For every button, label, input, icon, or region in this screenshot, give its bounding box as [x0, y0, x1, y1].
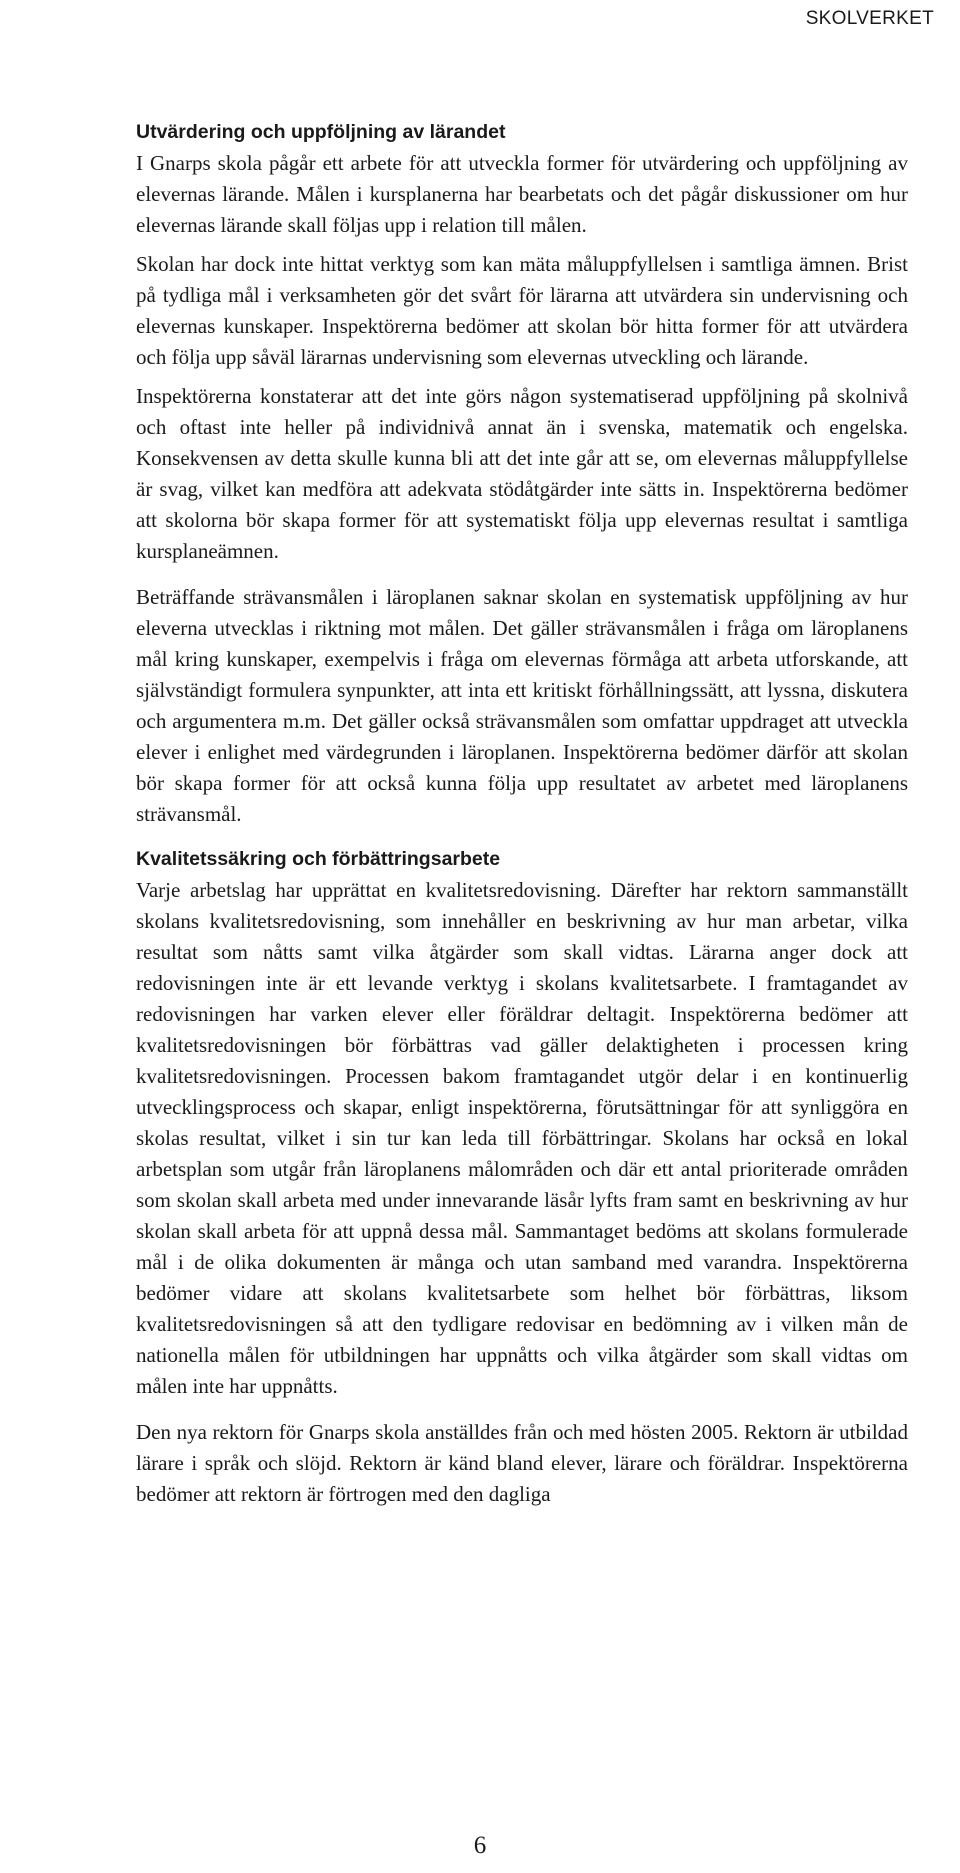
paragraph: Inspektörerna konstaterar att det inte görs någon systematiserad uppföljning på skolnivå och oftast inte heller på individnivå annat än i svenska, matematik och engelska. Konsekvensen av detta skulle kunna bli att det inte går att se, om elevernas måluppfyllelse är svag, vilket kan medföra att adekvata stödåtgärder inte sätts in. Inspektörerna bedömer att skolorna bör skapa former för att systematiskt följa upp elevernas resultat i samtliga kursplaneämnen. — [136, 384, 908, 563]
paragraph: I Gnarps skola pågår ett arbete för att utveckla former för utvärdering och uppföljning av elevernas lärande. Målen i kursplanerna har bearbetats och det pågår diskussioner om hur elevernas lärande skall följas upp i relation till målen. — [136, 151, 908, 237]
section-heading-quality: Kvalitetssäkring och förbättringsarbete — [136, 848, 501, 870]
section-heading-evaluation: Utvärdering och uppföljning av lärandet — [136, 121, 506, 143]
paragraph: Den nya rektorn för Gnarps skola anställdes från och med hösten 2005. Rektorn är utbildad lärare i språk och slöjd. Rektorn är känd bland elever, lärare och föräldrar. Inspektörerna bedömer att rektorn är förtrogen med den dagliga — [136, 1420, 908, 1506]
paragraph: Beträffande strävansmålen i läroplanen saknar skolan en systematisk uppföljning av hur eleverna utvecklas i riktning mot målen. Det gäller strävansmålen i fråga om läroplanens mål kring kunskaper, exempelvis i fråga om elevernas förmåga att arbeta utforskande, att självständigt formulera synpunkter, att inta ett kritiskt förhållningssätt, att lyssna, diskutera och argumentera m.m. Det gäller också strävansmålen som omfattar uppdraget att utveckla elever i enlighet med värdegrunden i läroplanen. Inspektörerna bedömer därför att skolan bör skapa former för att också kunna följa upp resultatet av arbetet med läroplanens strävansmål. — [136, 585, 908, 826]
paragraph: Skolan har dock inte hittat verktyg som kan mäta måluppfyllelsen i samtliga ämnen. Brist på tydliga mål i verksamheten gör det svårt för lärarna att utvärdera sin undervisning och elevernas kunskaper. Inspektörerna bedömer att skolan bör hitta former för att utvärdera och följa upp såväl lärarnas undervisning som elevernas utveckling och lärande. — [136, 252, 908, 369]
page-header-org: SKOLVERKET — [805, 8, 934, 29]
document-body — [136, 118, 908, 1525]
paragraph: Varje arbetslag har upprättat en kvalitetsredovisning. Därefter har rektorn sammanställt skolans kvalitetsredovisning, som innehåller en beskrivning av hur man arbetar, vilka resultat som nåtts samt vilka åtgärder som skall vidtas. Lärarna anger dock att redovisningen inte är ett levande verktyg i skolans kvalitetsarbete. I framtagandet av redovisningen har varken elever eller föräldrar deltagit. Inspektörerna bedömer att kvalitetsredovisningen bör förbättras vad gäller delaktigheten i processen kring kvalitetsredovisningen. Processen bakom framtagandet utgör delar i en kontinuerlig utvecklingsprocess och skapar, enligt inspektörerna, förutsättningar för att synliggöra en skolas resultat, vilket i sin tur kan leda till förbättringar. Skolans har också en lokal arbetsplan som utgår från läroplanens målområden och där ett antal prioriterade områden som skolan skall arbeta med under innevarande läsår lyfts fram samt en beskrivning av hur skolan skall arbeta för att uppnå dessa mål. Sammantaget bedöms att skolans formulerade mål i de olika dokumenten är många och utan samband med varandra. Inspektörerna bedömer vidare att skolans kvalitetsarbete som helhet bör förbättras, liksom kvalitetsredovisningen så att den tydligare redovisar en bedömning av i vilken mån de nationella målen för utbildningen har uppnåtts och vilka åtgärder som skall vidtas om målen inte har uppnåtts. — [136, 878, 908, 1398]
page-number: 6 — [473, 1832, 487, 1859]
